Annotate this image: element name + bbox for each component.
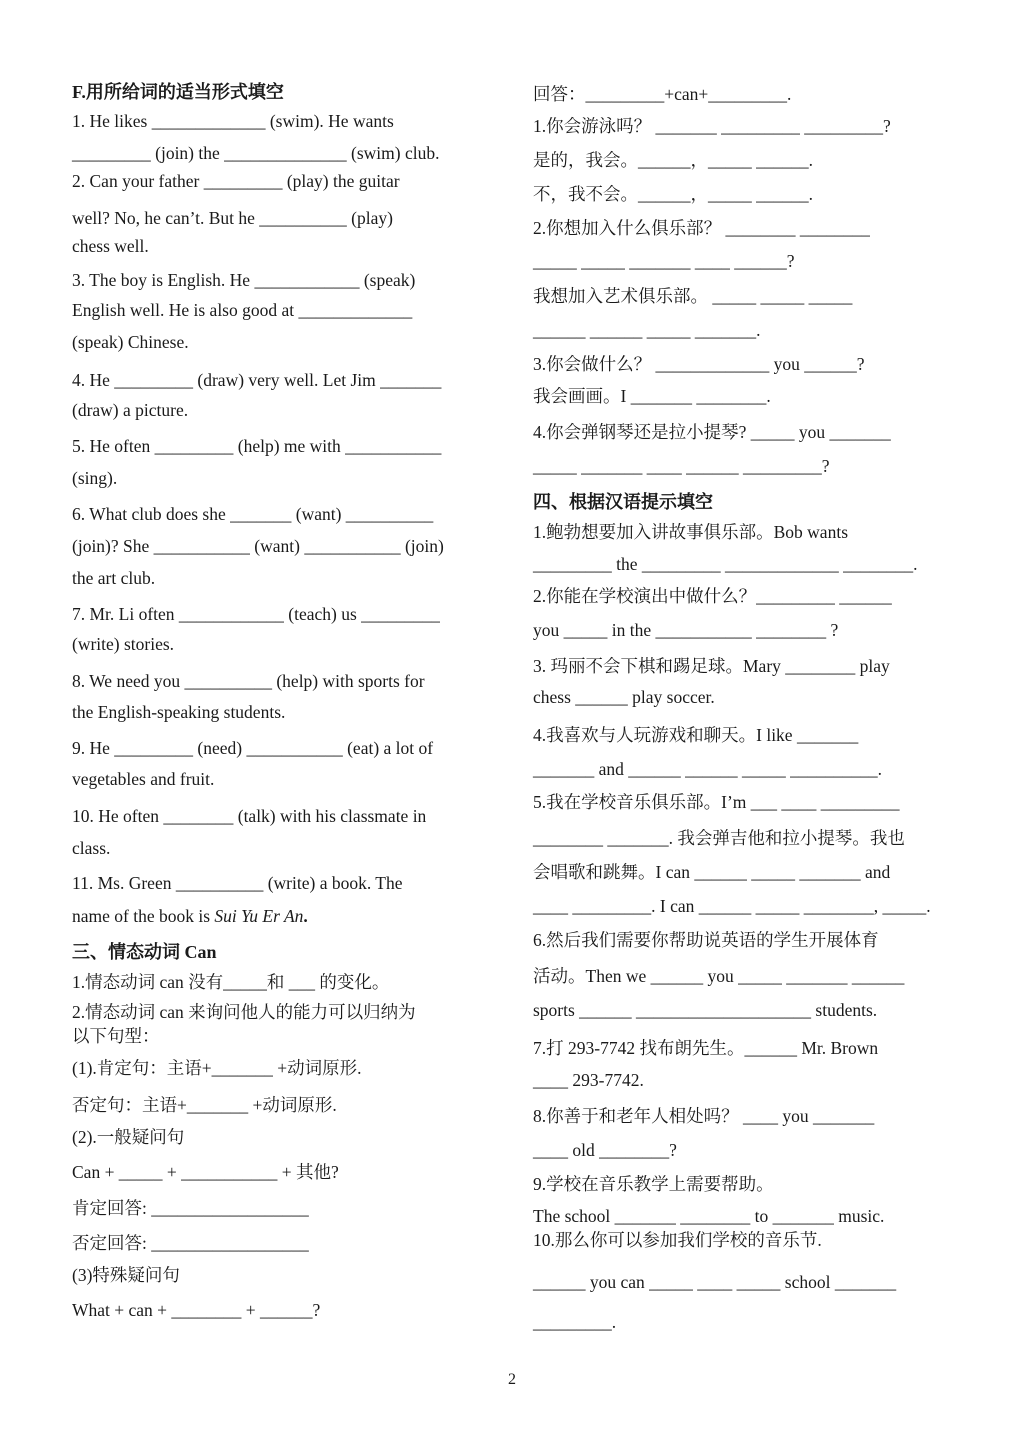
book-title: Sui Yu Er An (214, 906, 304, 926)
text-line: 活动。Then we ______ you _____ _______ ______ (533, 966, 905, 986)
text-line: ________ _______. 我会弹吉他和拉小提琴。我也 (533, 828, 905, 848)
text-line: _________ (join) the ______________ (swim) club. (72, 143, 440, 163)
text-line: 8.你善于和老年人相处吗？ ____ you _______ (533, 1106, 875, 1126)
text-line: 2.你能在学校演出中做什么？_________ ______ (533, 586, 892, 606)
text-line: ______ you can _____ ____ _____ school _______ (533, 1272, 897, 1292)
text-line: 4.我喜欢与人玩游戏和聊天。I like _______ (533, 725, 859, 745)
text-line: (join)? She ___________ (want) ___________ (join) (72, 536, 444, 556)
text-line: 肯定回答: __________________ (72, 1198, 309, 1218)
text-line: 5. He often _________ (help) me with ___________ (72, 436, 442, 456)
text-line: 3. 玛丽不会下棋和踢足球。Mary ________ play (533, 656, 890, 676)
section-heading-4: 四、根据汉语提示填空 (533, 492, 713, 512)
text-line: (1).肯定句：主语+_______ +动词原形. (72, 1058, 362, 1078)
text-line: 3.你会做什么？ _____________ you ______? (533, 354, 865, 374)
page-number: 2 (508, 1371, 516, 1388)
text-line: 2.你想加入什么俱乐部？ ________ ________ (533, 218, 870, 238)
text-line: The school _______ ________ to _______ music. (533, 1206, 885, 1226)
text-line: 1.鲍勃想要加入讲故事俱乐部。Bob wants (533, 522, 848, 542)
text-line: 5.我在学校音乐俱乐部。I’m ___ ____ _________ (533, 792, 900, 812)
text-line: (speak) Chinese. (72, 332, 189, 352)
text-line: _______ and ______ ______ _____ __________. (533, 759, 883, 779)
text-line: (3)特殊疑问句 (72, 1265, 180, 1285)
text-line: 10. He often ________ (talk) with his classmate in (72, 806, 427, 826)
text-line (72, 904, 492, 928)
text-line: class. (72, 838, 111, 858)
text-line: _________. (533, 1312, 617, 1332)
text-line: 11. Ms. Green __________ (write) a book. The (72, 873, 403, 893)
text-line: chess ______ play soccer. (533, 687, 715, 707)
text-line: ____ _________. I can ______ _____ ________, _____. (533, 896, 931, 916)
text-line: 我想加入艺术俱乐部。 _____ _____ _____ (533, 286, 853, 306)
text-line: 10.那么你可以参加我们学校的音乐节. (533, 1230, 822, 1250)
text-line: 否定回答: __________________ (72, 1233, 309, 1253)
left-column (72, 72, 492, 1320)
period: . (303, 906, 308, 926)
text-line: 以下句型： (72, 1026, 160, 1046)
text-span: name of the book is (72, 906, 215, 926)
text-line: 7.打 293-7742 找布朗先生。______ Mr. Brown (533, 1038, 879, 1058)
text-line: 7. Mr. Li often ____________ (teach) us _________ (72, 604, 440, 624)
text-line: chess well. (72, 236, 149, 256)
text-line: the English-speaking students. (72, 702, 286, 722)
right-column (533, 72, 953, 1332)
text-line: 会唱歌和跳舞。I can ______ _____ _______ and (533, 862, 891, 882)
text-line: 不，我不会。______，_____ ______. (533, 184, 813, 204)
text-line: ____ old ________? (533, 1140, 677, 1160)
text-line: (sing). (72, 468, 118, 488)
text-line: 9. He _________ (need) ___________ (eat) a lot of (72, 738, 434, 758)
text-line: 3. The boy is English. He ____________ (speak) (72, 270, 416, 290)
text-line: ____ 293-7742. (533, 1070, 644, 1090)
text-line: 2. Can your father _________ (play) the guitar (72, 171, 400, 191)
text-line: (write) stories. (72, 634, 175, 654)
text-line: 2.情态动词 can 来询问他人的能力可以归纳为 (72, 1002, 416, 1022)
text-line: vegetables and fruit. (72, 769, 215, 789)
text-line: 1. He likes _____________ (swim). He wants (72, 111, 394, 131)
text-line: you _____ in the ___________ ________ ? (533, 620, 839, 640)
text-line: 否定句：主语+_______ +动词原形. (72, 1095, 337, 1115)
text-line: 4.你会弹钢琴还是拉小提琴? _____ you _______ (533, 422, 891, 442)
text-line: 我会画画。I _______ ________. (533, 386, 771, 406)
text-line: 1.你会游泳吗？ _______ _________ _________? (533, 116, 891, 136)
text-line: Can + _____ + ___________ + 其他? (72, 1162, 339, 1182)
text-line: What + can + ________ + ______? (72, 1300, 321, 1320)
text-line: 9.学校在音乐教学上需要帮助。 (533, 1174, 774, 1194)
text-line: _________ the _________ _____________ ________. (533, 554, 918, 574)
text-line: 4. He _________ (draw) very well. Let Jim _______ (72, 370, 442, 390)
text-line: _____ _____ _______ ____ ______? (533, 251, 795, 271)
text-line: well? No, he can’t. But he __________ (play) (72, 208, 393, 228)
text-line: (draw) a picture. (72, 400, 189, 420)
text-line: sports ______ ____________________ students. (533, 1000, 878, 1020)
text-line: _____ _______ ____ ______ _________? (533, 456, 830, 476)
section-heading-3: 三、情态动词 Can (72, 942, 217, 962)
text-line: 6. What club does she _______ (want) __________ (72, 504, 434, 524)
text-line: 6.然后我们需要你帮助说英语的学生开展体育 (533, 930, 879, 950)
text-line: English well. He is also good at _____________ (72, 300, 413, 320)
text-line: ______ ______ _____ _______. (533, 320, 761, 340)
text-line: 回答：_________+can+_________. (533, 84, 792, 104)
text-line: the art club. (72, 568, 156, 588)
text-line: (2).一般疑问句 (72, 1127, 185, 1147)
section-heading-f: F.用所给词的适当形式填空 (72, 82, 284, 102)
text-line: 是的，我会。______，_____ ______. (533, 150, 813, 170)
text-line: 1.情态动词 can 没有_____和 ___ 的变化。 (72, 972, 390, 992)
text-line: 8. We need you __________ (help) with sports for (72, 671, 425, 691)
